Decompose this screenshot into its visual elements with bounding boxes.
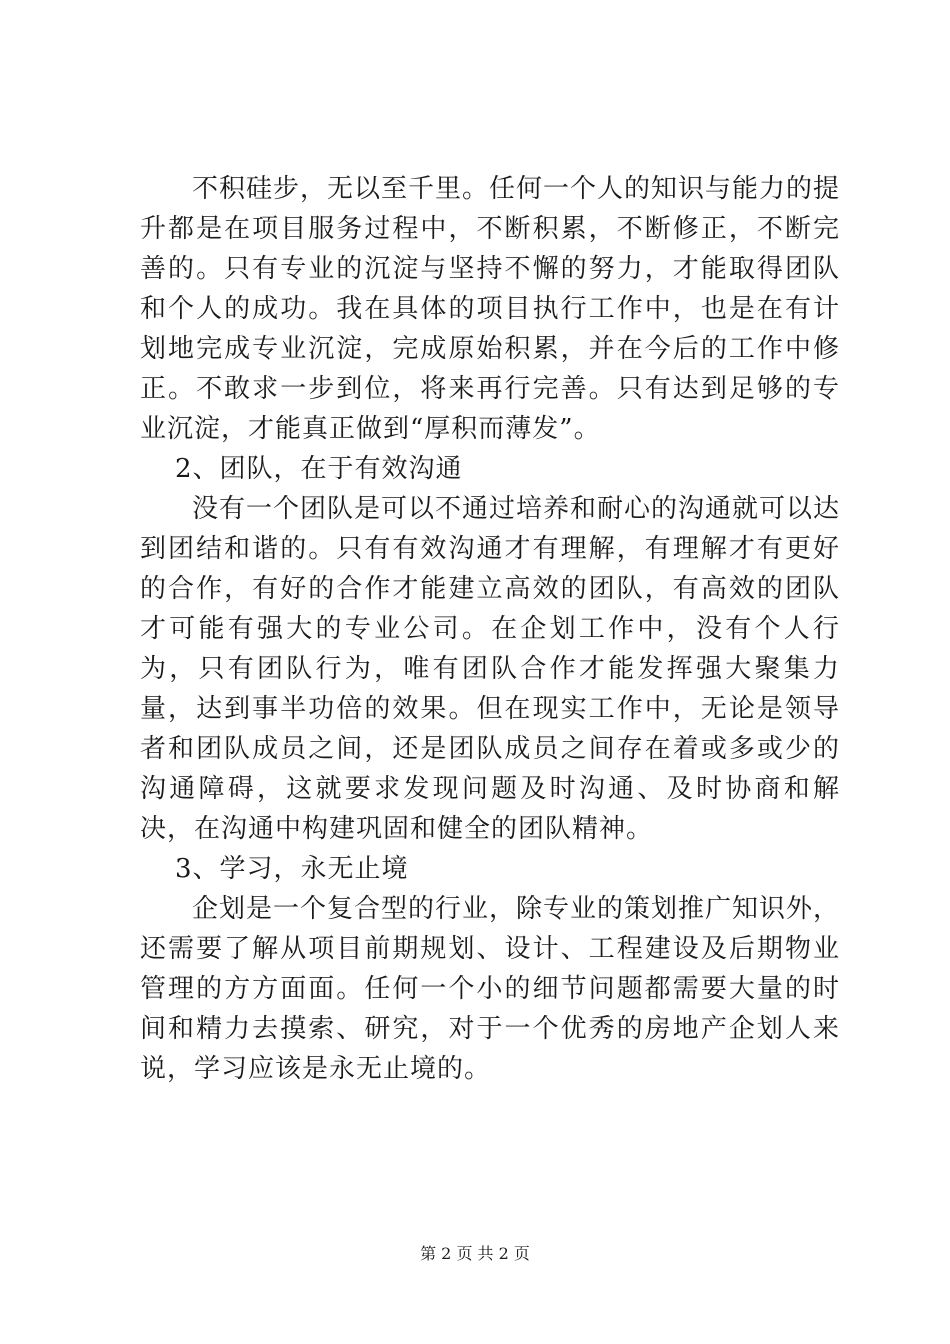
paragraph-learning: 企划是一个复合型的行业，除专业的策划推广知识外，还需要了解从项目前期规划、设计、工程建设及后期物业管理的方方面面。任何一个小的细节问题都需要大量的时间和精力去摸索、研究，对于一个优秀的房地产企划人来说，学习应该是永无止境的。 (140, 894, 841, 1084)
paragraph-accumulation: 不积硅步，无以至千里。任何一个人的知识与能力的提升都是在项目服务过程中，不断积累，不断修正，不断完善的。只有专业的沉淀与坚持不懈的努力，才能取得团队和个人的成功。我在具体的项目执行工作中，也是在有计划地完成专业沉淀，完成原始积累，并在今后的工作中修正。不敢求一步到位，将来再行完善。只有达到足够的专业沉淀，才能真正做到“厚积而薄发”。 (140, 174, 841, 444)
paragraph-team-communication: 没有一个团队是可以不通过培养和耐心的沟通就可以达到团结和谐的。只有有效沟通才有理解，有理解才有更好的合作，有好的合作才能建立高效的团队，有高效的团队才可能有强大的专业公司。在企划工作中，没有个人行为，只有团队行为，唯有团队合作才能发挥强大聚集力量，达到事半功倍的效果。但在现实工作中，无论是领导者和团队成员之间，还是团队成员之间存在着或多或少的沟通障碍，这就要求发现问题及时沟通、及时协商和解决，在沟通中构建巩固和健全的团队精神。 (140, 494, 841, 844)
section-heading-learning: 3、学习，永无止境 (175, 854, 409, 884)
section-heading-team: 2、团队，在于有效沟通 (175, 454, 463, 484)
page-number-footer: 第 2 页 共 2 页 (420, 1244, 530, 1263)
document-body (140, 169, 840, 1089)
